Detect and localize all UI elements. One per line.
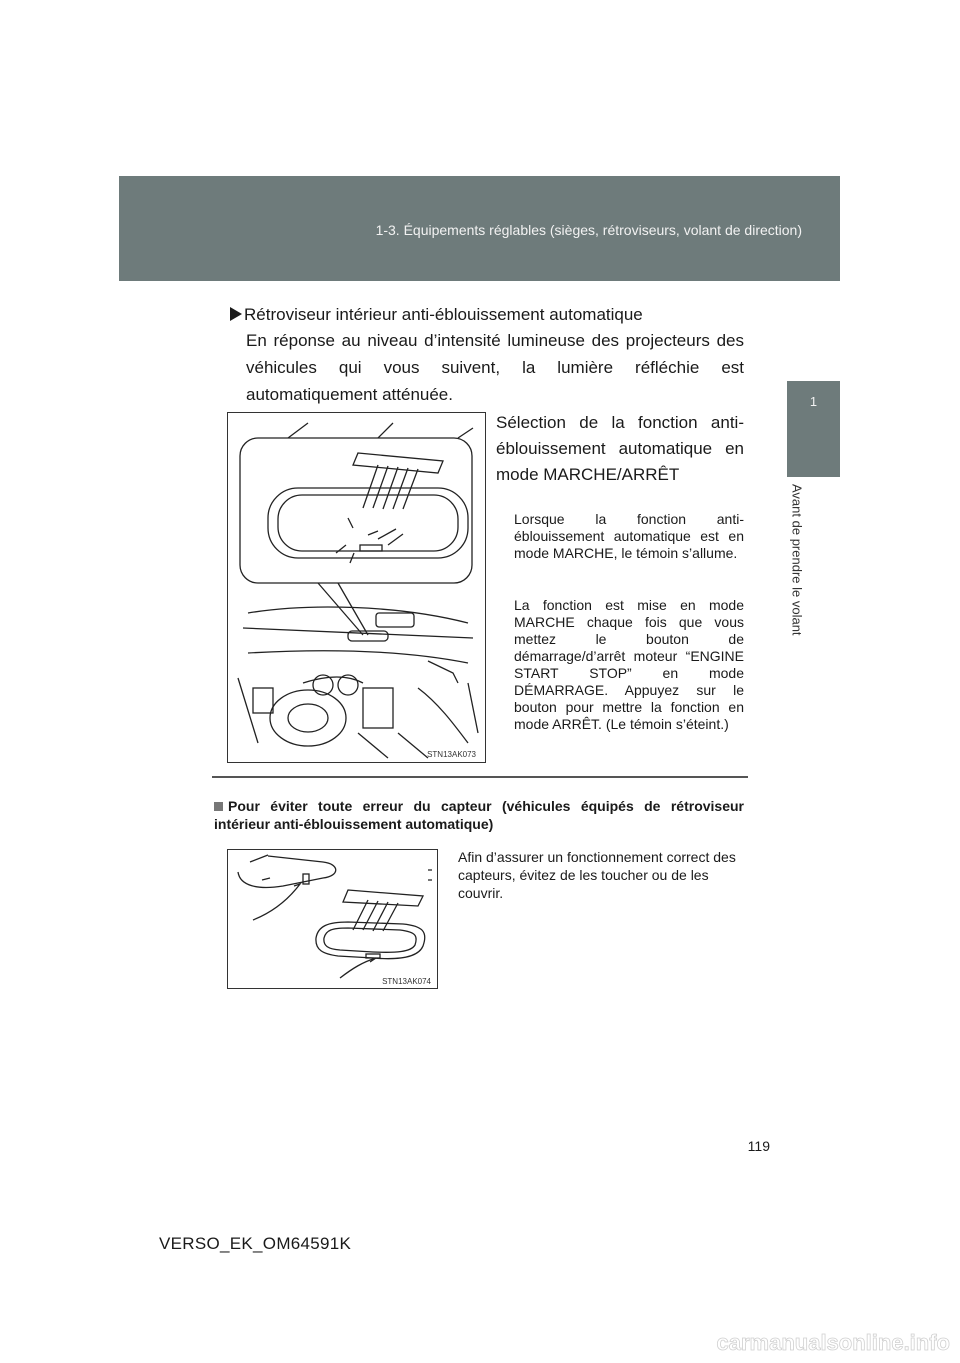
watermark-label: carmanualsonline.info	[716, 1330, 950, 1355]
caution-body: Afin d’assurer un fonctionnement correct des capteurs, évitez de les toucher ou de les couvrir.	[458, 849, 736, 901]
chapter-side-title-text: Avant de prendre le volant	[789, 484, 805, 636]
section-divider	[212, 776, 748, 778]
caution-heading-text: Pour éviter toute erreur du capteur (véhicules équipés de rétroviseur intérieur anti-éblouissement automatique)	[214, 798, 744, 832]
sub-heading: Sélection de la fonction anti-éblouissement automatique en mode MARCHE/ARRÊT	[496, 413, 744, 484]
sensor-illustration	[227, 849, 438, 989]
watermark-text-graphic	[620, 1328, 960, 1358]
figure-code-1: STN13AK073	[427, 750, 476, 759]
triangle-bullet-icon	[230, 307, 242, 321]
section-title: 1-3. Équipements réglables (sièges, rétroviseurs, volant de direction)	[375, 222, 802, 238]
page-number: 119	[747, 1138, 770, 1154]
feature-heading	[230, 305, 643, 325]
note-engine-start: La fonction est mise en mode MARCHE chaque fois que vous mettez le bouton de démarrage/d’arrêt moteur “ENGINE START STOP” en mode DÉMARRAGE. Appuyez sur le bouton pour mettre la fonction en mode ARRÊT. (Le témoin s’éteint.)	[514, 597, 744, 732]
mirror-dashboard-drawing	[228, 413, 485, 762]
figure-code-2: STN13AK074	[382, 977, 431, 986]
document-code: VERSO_EK_OM64591K	[159, 1234, 352, 1253]
caution-heading	[214, 797, 744, 833]
feature-heading-text: Rétroviseur intérieur anti-éblouissement automatique	[244, 305, 643, 324]
chapter-number: 1	[809, 394, 818, 409]
watermark	[620, 1328, 960, 1358]
chapter-side-title	[772, 484, 822, 634]
sensor-drawing	[228, 850, 437, 988]
feature-intro: En réponse au niveau d’intensité lumineuse des projecteurs des véhicules qui vous suivent, la lumière réfléchie est automatiquement atténuée.	[246, 331, 744, 404]
note-indicator-on: Lorsque la fonction anti-éblouissement automatique est en mode MARCHE, le témoin s’allume.	[514, 511, 744, 561]
square-bullet-icon	[214, 802, 223, 811]
mirror-illustration	[227, 412, 486, 763]
